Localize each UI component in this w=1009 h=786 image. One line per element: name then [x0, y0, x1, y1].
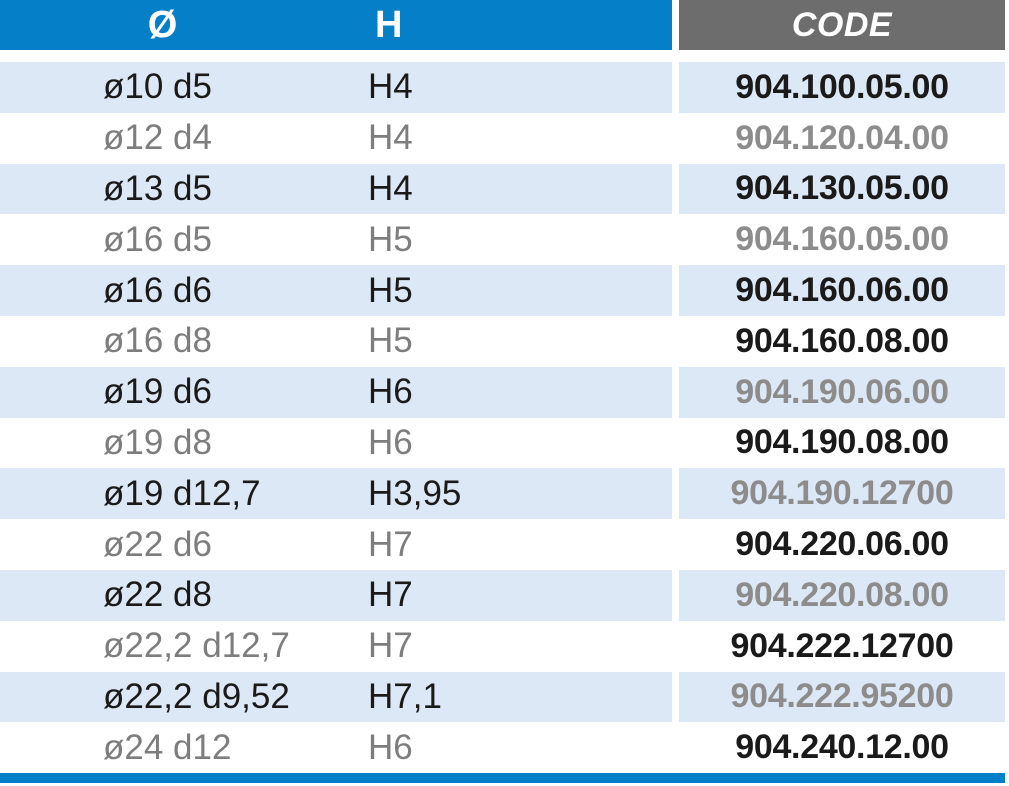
- height-cell: H4: [368, 118, 413, 158]
- column-header-diameter: Ø: [147, 4, 178, 46]
- row-left-cells: [0, 265, 672, 316]
- column-gutter: [672, 722, 679, 773]
- column-gutter: [672, 621, 679, 672]
- table-row: [0, 672, 1009, 723]
- column-gutter: [672, 62, 679, 113]
- height-cell: H7: [368, 575, 413, 615]
- code-cell: 904.160.06.00: [679, 265, 1005, 316]
- column-header-code: CODE: [679, 0, 1005, 50]
- code-cell: 904.220.08.00: [679, 570, 1005, 621]
- column-gutter: [672, 265, 679, 316]
- height-cell: H3,95: [368, 473, 462, 513]
- table-row: [0, 214, 1009, 265]
- diameter-cell: ø22,2 d9,52: [103, 676, 290, 716]
- diameter-cell: ø22,2 d12,7: [103, 626, 290, 666]
- diameter-cell: ø16 d6: [103, 270, 212, 310]
- diameter-cell: ø24 d12: [103, 727, 232, 767]
- height-cell: H5: [368, 270, 413, 310]
- height-cell: H4: [368, 168, 413, 208]
- column-gutter: [672, 164, 679, 215]
- column-gutter: [672, 519, 679, 570]
- table-row: [0, 316, 1009, 367]
- code-cell: 904.100.05.00: [679, 62, 1005, 113]
- row-left-cells: [0, 113, 672, 164]
- height-cell: H4: [368, 67, 413, 107]
- table-row: [0, 570, 1009, 621]
- diameter-cell: ø12 d4: [103, 118, 212, 158]
- code-cell: 904.130.05.00: [679, 164, 1005, 215]
- row-left-cells: [0, 164, 672, 215]
- row-left-cells: [0, 367, 672, 418]
- height-cell: H7: [368, 626, 413, 666]
- diameter-cell: ø22 d8: [103, 575, 212, 615]
- table-row: [0, 418, 1009, 469]
- row-left-cells: [0, 519, 672, 570]
- row-left-cells: [0, 62, 672, 113]
- height-cell: H6: [368, 372, 413, 412]
- column-gutter: [672, 418, 679, 469]
- row-left-cells: [0, 418, 672, 469]
- column-gutter: [672, 672, 679, 723]
- table-row: [0, 722, 1009, 773]
- table-row: [0, 621, 1009, 672]
- column-gutter: [672, 367, 679, 418]
- code-cell: 904.160.08.00: [679, 316, 1005, 367]
- row-left-cells: [0, 570, 672, 621]
- code-cell: 904.222.12700: [679, 621, 1005, 672]
- table-header-row: [0, 0, 1009, 50]
- table-row: [0, 468, 1009, 519]
- table-row: [0, 164, 1009, 215]
- diameter-cell: ø16 d8: [103, 321, 212, 361]
- diameter-cell: ø19 d12,7: [103, 473, 261, 513]
- column-gutter: [672, 570, 679, 621]
- row-left-cells: [0, 722, 672, 773]
- row-left-cells: [0, 468, 672, 519]
- table-row: [0, 519, 1009, 570]
- code-cell: 904.190.06.00: [679, 367, 1005, 418]
- code-cell: 904.190.12700: [679, 468, 1005, 519]
- table-row: [0, 113, 1009, 164]
- column-gutter: [672, 316, 679, 367]
- diameter-cell: ø19 d6: [103, 372, 212, 412]
- column-gutter: [672, 113, 679, 164]
- diameter-cell: ø22 d6: [103, 524, 212, 564]
- diameter-cell: ø16 d5: [103, 219, 212, 259]
- code-cell: 904.120.04.00: [679, 113, 1005, 164]
- height-cell: H7,1: [368, 676, 442, 716]
- height-cell: H6: [368, 422, 413, 462]
- height-cell: H7: [368, 524, 413, 564]
- code-cell: 904.220.06.00: [679, 519, 1005, 570]
- row-left-cells: [0, 316, 672, 367]
- column-gutter: [672, 214, 679, 265]
- row-left-cells: [0, 621, 672, 672]
- header-left-section: [0, 0, 672, 50]
- table-row: [0, 62, 1009, 113]
- table-row: [0, 265, 1009, 316]
- bottom-accent-rule: [0, 773, 1005, 783]
- column-gutter: [672, 0, 679, 50]
- table-row: [0, 367, 1009, 418]
- diameter-cell: ø13 d5: [103, 168, 212, 208]
- height-cell: H5: [368, 321, 413, 361]
- code-cell: 904.240.12.00: [679, 722, 1005, 773]
- height-cell: H6: [368, 727, 413, 767]
- code-cell: 904.190.08.00: [679, 418, 1005, 469]
- diameter-cell: ø19 d8: [103, 422, 212, 462]
- height-cell: H5: [368, 219, 413, 259]
- header-body-gap: [0, 50, 1009, 62]
- column-gutter: [672, 468, 679, 519]
- row-left-cells: [0, 214, 672, 265]
- column-header-height: H: [375, 4, 403, 46]
- code-cell: 904.222.95200: [679, 672, 1005, 723]
- code-cell: 904.160.05.00: [679, 214, 1005, 265]
- diameter-cell: ø10 d5: [103, 67, 212, 107]
- row-left-cells: [0, 672, 672, 723]
